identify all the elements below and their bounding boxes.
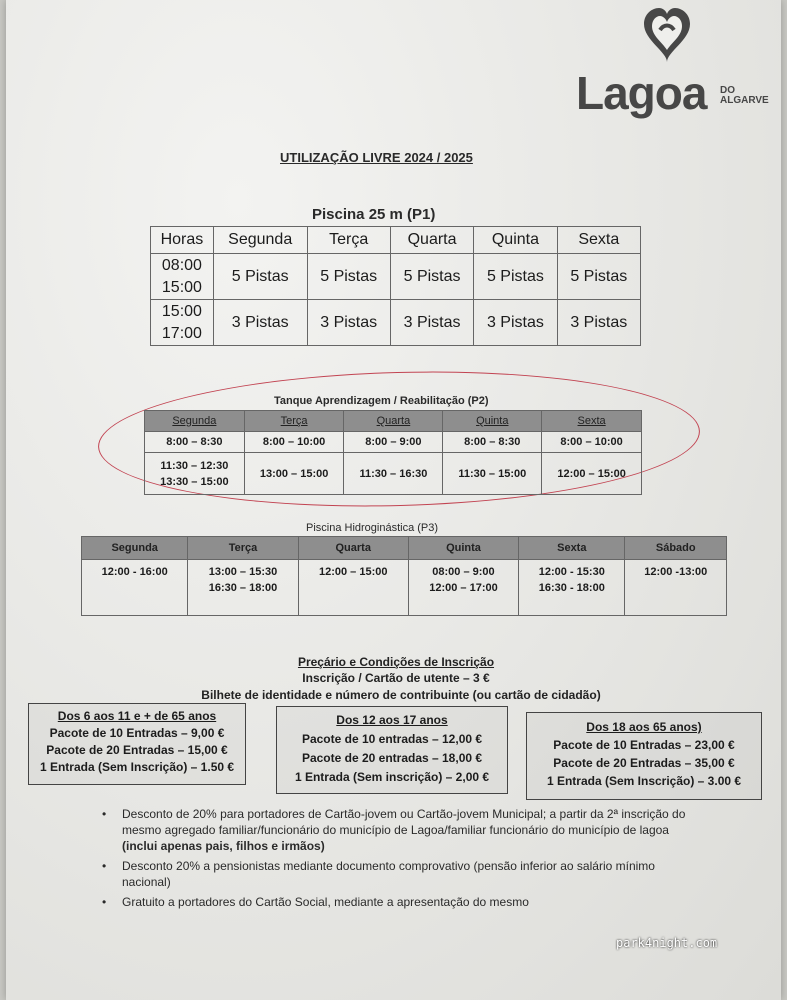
document-page — [6, 0, 781, 1000]
pricing-heading: Preçário e Condições de Inscrição — [297, 655, 495, 669]
p3-table — [81, 536, 727, 616]
table-row — [151, 254, 641, 300]
p3-heading: Piscina Hidroginástica (P3) — [306, 522, 439, 534]
table-cell: 08:00 – 9:00 12:00 – 17:00 — [408, 560, 518, 616]
header-cell: Quarta — [344, 411, 443, 432]
table-cell: 3 Pistas — [213, 300, 307, 346]
table-cell: 5 Pistas — [557, 254, 640, 300]
table-cell: 11:30 – 16:30 — [344, 453, 443, 495]
table-cell: 8:00 – 10:00 — [542, 432, 642, 453]
header-cell: Quinta — [443, 411, 542, 432]
table-cell: 3 Pistas — [390, 300, 473, 346]
table-header-row — [151, 227, 641, 254]
table-cell: 5 Pistas — [307, 254, 390, 300]
heart-pin-icon — [640, 4, 694, 68]
header-cell: Terça — [244, 411, 344, 432]
logo-wordmark: Lagoa — [576, 67, 707, 119]
header-cell: Sexta — [557, 227, 640, 254]
price-box-teen: Dos 12 aos 17 anos Pacote de 10 entradas – 12,00 € Pacote de 20 entradas – 18,00 € 1 Entrada (Sem inscrição) – 2,00 € — [276, 706, 508, 794]
lagoa-logo — [572, 2, 772, 120]
table-cell: 5 Pistas — [390, 254, 473, 300]
logo-suffix: DO ALGARVE — [720, 85, 769, 106]
list-item: • Desconto de 20% para portadores de Cartão-jovem ou Cartão-jovem Municipal; a partir da 2ª inscrição do mesmo agregado familiar/funcionário do município de Lagoa/familiar funcionário do município de lagoa (inclui apenas pais, filhos e irmãos) — [102, 806, 702, 854]
header-cell: Segunda — [213, 227, 307, 254]
header-cell: Sábado — [625, 537, 727, 560]
table-cell: 3 Pistas — [307, 300, 390, 346]
table-cell: 3 Pistas — [474, 300, 557, 346]
header-cell: Terça — [188, 537, 298, 560]
table-cell: 13:00 – 15:00 — [244, 453, 344, 495]
header-cell: Quinta — [408, 537, 518, 560]
p2-heading: Tanque Aprendizagem / Reabilitação (P2) — [274, 395, 489, 407]
table-cell: 5 Pistas — [474, 254, 557, 300]
page-title: UTILIZAÇÃO LIVRE 2024 / 2025 — [280, 150, 473, 165]
pricing-documents: Bilhete de identidade e número de contribuinte (ou cartão de cidadão) — [201, 688, 601, 702]
header-cell: Horas — [151, 227, 214, 254]
price-box-junior: Dos 6 aos 11 e + de 65 anos Pacote de 10 Entradas – 9,00 € Pacote de 20 Entradas – 15,00 € 1 Entrada (Sem Inscrição) – 1.50 € — [28, 703, 246, 785]
table-cell: 11:30 – 15:00 — [443, 453, 542, 495]
header-cell: Quarta — [298, 537, 408, 560]
table-row — [145, 432, 642, 453]
table-cell: 13:00 – 15:30 16:30 – 18:00 — [188, 560, 298, 616]
header-cell: Sexta — [519, 537, 625, 560]
table-cell: 12:00 – 15:00 — [298, 560, 408, 616]
header-cell: Sexta — [542, 411, 642, 432]
table-header-row — [145, 411, 642, 432]
price-box-adult: Dos 18 aos 65 anos) Pacote de 10 Entradas – 23,00 € Pacote de 20 Entradas – 35,00 € 1 Entrada (Sem Inscrição) – 3.00 € — [526, 712, 762, 800]
p1-heading: Piscina 25 m (P1) — [312, 206, 436, 223]
discount-notes — [102, 806, 702, 914]
header-cell: Segunda — [145, 411, 245, 432]
table-cell: 8:00 – 10:00 — [244, 432, 344, 453]
table-cell: 12:00 - 15:30 16:30 - 18:00 — [519, 560, 625, 616]
header-cell: Quinta — [474, 227, 557, 254]
table-cell: 12:00 – 15:00 — [542, 453, 642, 495]
table-row — [151, 300, 641, 346]
list-item: • Desconto 20% a pensionistas mediante documento comprovativo (pensão inferior ao salário mínimo nacional) — [102, 858, 702, 890]
table-row — [145, 453, 642, 495]
list-item: • Gratuito a portadores do Cartão Social, mediante a apresentação do mesmo — [102, 894, 702, 910]
header-cell: Quarta — [390, 227, 473, 254]
p2-table — [144, 410, 642, 495]
p1-table — [150, 226, 641, 346]
hours-cell: 15:00 17:00 — [151, 300, 214, 346]
header-cell: Terça — [307, 227, 390, 254]
table-cell: 12:00 - 16:00 — [82, 560, 188, 616]
table-cell: 8:00 – 8:30 — [145, 432, 245, 453]
table-cell: 8:00 – 9:00 — [344, 432, 443, 453]
table-row — [82, 560, 727, 616]
table-cell: 11:30 – 12:30 13:30 – 15:00 — [145, 453, 245, 495]
table-cell: 3 Pistas — [557, 300, 640, 346]
table-cell: 12:00 -13:00 — [625, 560, 727, 616]
watermark: park4night.com — [616, 936, 718, 950]
pricing-registration: Inscrição / Cartão de utente – 3 € — [302, 671, 490, 685]
hours-cell: 08:00 15:00 — [151, 254, 214, 300]
table-header-row — [82, 537, 727, 560]
table-cell: 5 Pistas — [213, 254, 307, 300]
table-cell: 8:00 – 8:30 — [443, 432, 542, 453]
header-cell: Segunda — [82, 537, 188, 560]
